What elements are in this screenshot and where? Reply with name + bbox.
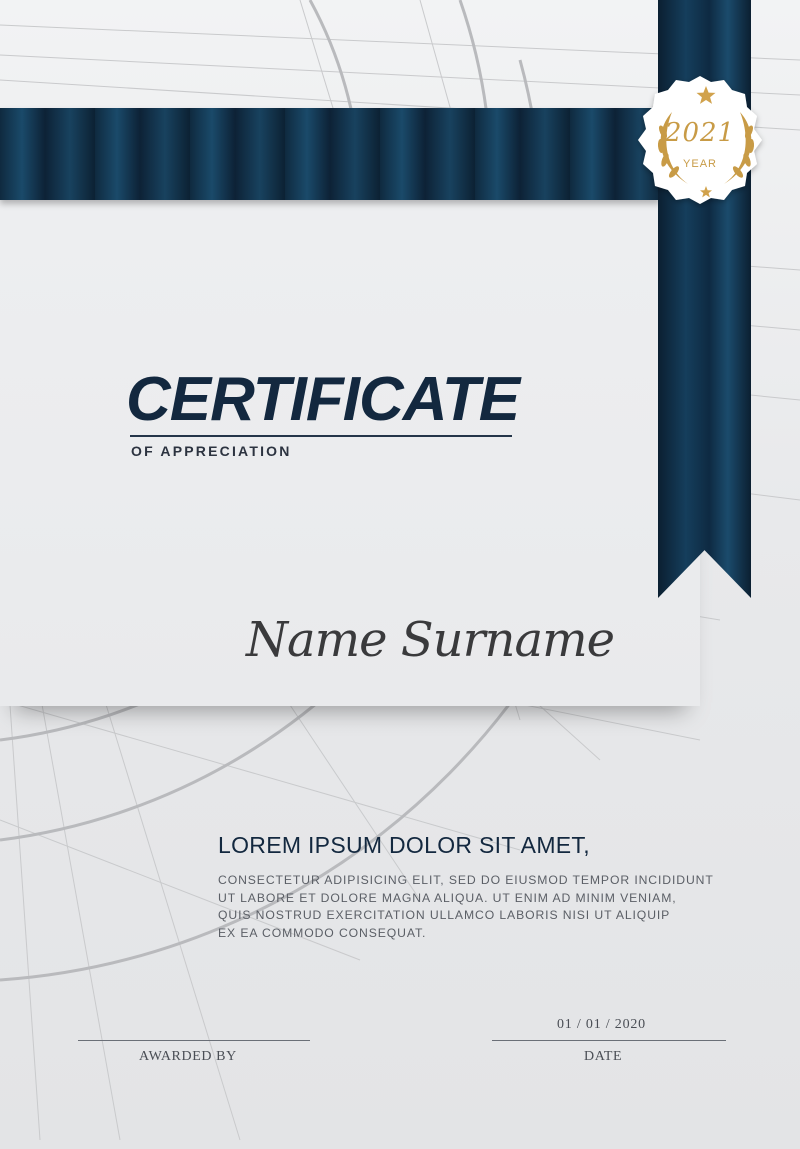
body-line: UT LABORE ET DOLORE MAGNA ALIQUA. UT ENIM AD MINIM VENIAM, <box>218 890 677 905</box>
body-text <box>218 872 718 942</box>
body-line: QUIS NOSTRUD EXERCITATION ULLAMCO LABORIS NISI UT ALIQUIP <box>218 908 671 922</box>
body-line: CONSECTETUR ADIPISICING ELIT, SED DO EIUSMOD TEMPOR INCIDIDUNT <box>218 873 714 887</box>
awarded-by-signature-line <box>78 1040 310 1041</box>
date-value: 01 / 01 / 2020 <box>557 1017 646 1032</box>
body-line: EX EA COMMODO CONSEQUAT. <box>218 925 427 940</box>
body-heading: LOREM IPSUM DOLOR SIT AMET, <box>218 832 590 858</box>
title-underline <box>130 435 512 437</box>
date-signature-line <box>492 1040 726 1041</box>
seal-year-label: YEAR <box>683 158 717 170</box>
seal-year: 2021 <box>664 118 736 148</box>
awarded-by-label: AWARDED BY <box>139 1049 237 1064</box>
certificate-title: CERTIFICATE <box>126 365 520 434</box>
date-label: DATE <box>584 1049 623 1064</box>
certificate-subtitle: OF APPRECIATION <box>131 443 292 459</box>
year-seal <box>632 72 768 208</box>
recipient-name: Name Surname <box>246 612 614 668</box>
horizontal-ribbon <box>0 108 660 200</box>
